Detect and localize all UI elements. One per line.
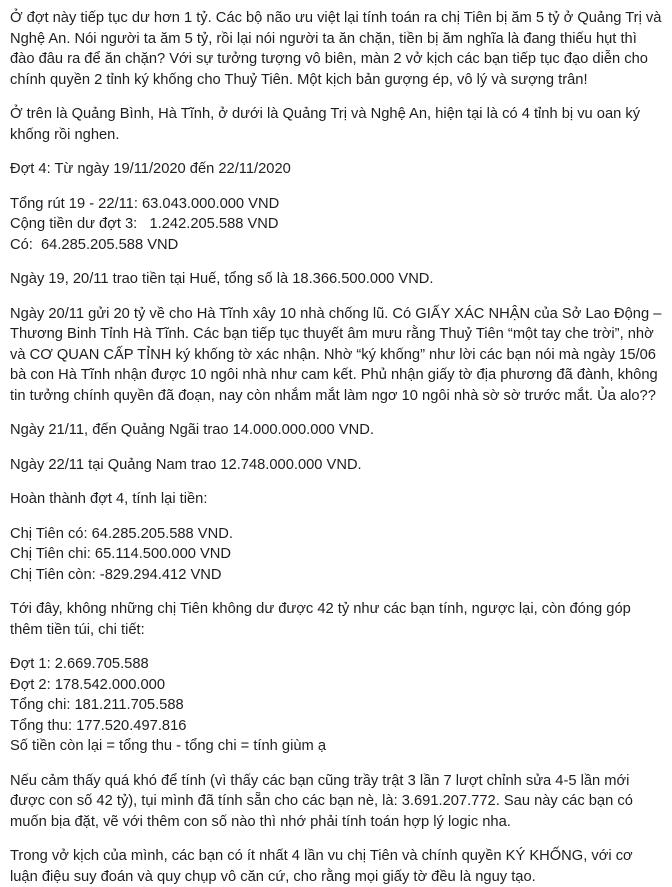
- paragraph-hue: Ngày 19, 20/11 trao tiền tại Huế, tổng số là 18.366.500.000 VND.: [10, 271, 434, 287]
- totals-line: Cộng tiền dư đợt 3: 1.242.205.588 VND: [10, 216, 279, 232]
- detail-line: Tổng chi: 181.211.705.588: [10, 697, 184, 713]
- paragraph-recalc-heading: Hoàn thành đợt 4, tính lại tiền:: [10, 491, 208, 507]
- paragraph-precomputed: Nếu cảm thấy quá khó để tính (vì thấy các bạn cũng trầy trật 3 lần 7 lượt chỉnh sửa 4-5 lần mới được con số 42 tỷ), tụi mình đã tính sẵn cho các bạn nè, là: 3.691.207.772. Sau này các bạn có muốn bịa đặt, vẽ với thêm con số nào thì nhớ phải tính toán hợp lý logic nha.: [10, 772, 637, 830]
- recalc-line: Chị Tiên chi: 65.114.500.000 VND: [10, 546, 231, 562]
- detail-line: Số tiền còn lại = tổng thu - tổng chi = tính giùm ạ: [10, 738, 326, 754]
- paragraph-phase4-heading: Đợt 4: Từ ngày 19/11/2020 đến 22/11/2020: [10, 161, 291, 177]
- recalc-line: Chị Tiên còn: -829.294.412 VND: [10, 566, 222, 583]
- totals-line: Tổng rút 19 - 22/11: 63.043.000.000 VND: [10, 195, 280, 212]
- paragraph-intro: Ở đợt này tiếp tục dư hơn 1 tỷ. Các bộ não ưu việt lại tính toán ra chị Tiên bị ăm 5 tỷ ở Quảng Trị và Nghệ An. Nói người ta ăm 5 tỷ, rồi lại nói người ta ăn chặn, tiền bị ăm nghĩa là đang thiếu hụt thì đào đâu ra để ăn chặn? Với sự tưởng tượng vô biên, màn 2 vở kịch các bạn tiếp tục đạo diễn cho chính quyền 2 tỉnh ký khống cho Thuỷ Tiên. Một kịch bản gượng ép, vô lý và sượng trân!: [10, 10, 666, 88]
- paragraph-closing: Trong vở kịch của mình, các bạn có ít nhất 4 lần vu chị Tiên và chính quyền KÝ KHỐNG, với cơ luận điệu suy đoán và quy chụp vô căn cứ, cho rằng mọi giấy tờ đều là nguy tạo.: [10, 848, 637, 885]
- paragraph-quangnam: Ngày 22/11 tại Quảng Nam trao 12.748.000.000 VND.: [10, 456, 362, 473]
- totals-line: Có: 64.285.205.588 VND: [10, 236, 179, 253]
- detail-line: Đợt 2: 178.542.000.000: [10, 676, 165, 693]
- paragraph-provinces: Ở trên là Quảng Bình, Hà Tĩnh, ở dưới là Quảng Trị và Nghệ An, hiện tại là có 4 tỉnh bị vu oan ký khống rồi nghen.: [10, 106, 645, 143]
- paragraph-summary: Tới đây, không những chị Tiên không dư được 42 tỷ như các bạn tính, ngược lại, còn đóng góp thêm tiền túi, chi tiết:: [10, 601, 635, 638]
- recalc-line: Chị Tiên có: 64.285.205.588 VND.: [10, 525, 233, 542]
- recalc-block: [10, 524, 662, 586]
- paragraph-quangngai: Ngày 21/11, đến Quảng Ngãi trao 14.000.000.000 VND.: [10, 422, 374, 438]
- detail-block: [10, 654, 662, 757]
- detail-line: Tổng thu: 177.520.497.816: [10, 717, 187, 734]
- totals-block: [10, 194, 662, 256]
- paragraph-hatinh: Ngày 20/11 gửi 20 tỷ về cho Hà Tĩnh xây 10 nhà chống lũ. Có GIẤY XÁC NHẬN của Sở Lao Động – Thương Binh Tỉnh Hà Tĩnh. Các bạn tiếp tục thuyết âm mưu rằng Thuỷ Tiên “một tay che trời”, nhờ và CƠ QUAN CẤP TỈNH ký khống tờ xác nhận. Nhờ “ký khống” như lời các bạn nói mà ngày 15/06 bà con Hà Tĩnh nhận được 10 ngôi nhà như cam kết. Phủ nhận giấy tờ địa phương đã đành, không tin tưởng chính quyền đã đoạn, nay còn nhắm mắt làm ngơ 10 ngôi nhà sờ sờ trước mắt. Ủa alo??: [10, 305, 666, 404]
- detail-line: Đợt 1: 2.669.705.588: [10, 656, 149, 672]
